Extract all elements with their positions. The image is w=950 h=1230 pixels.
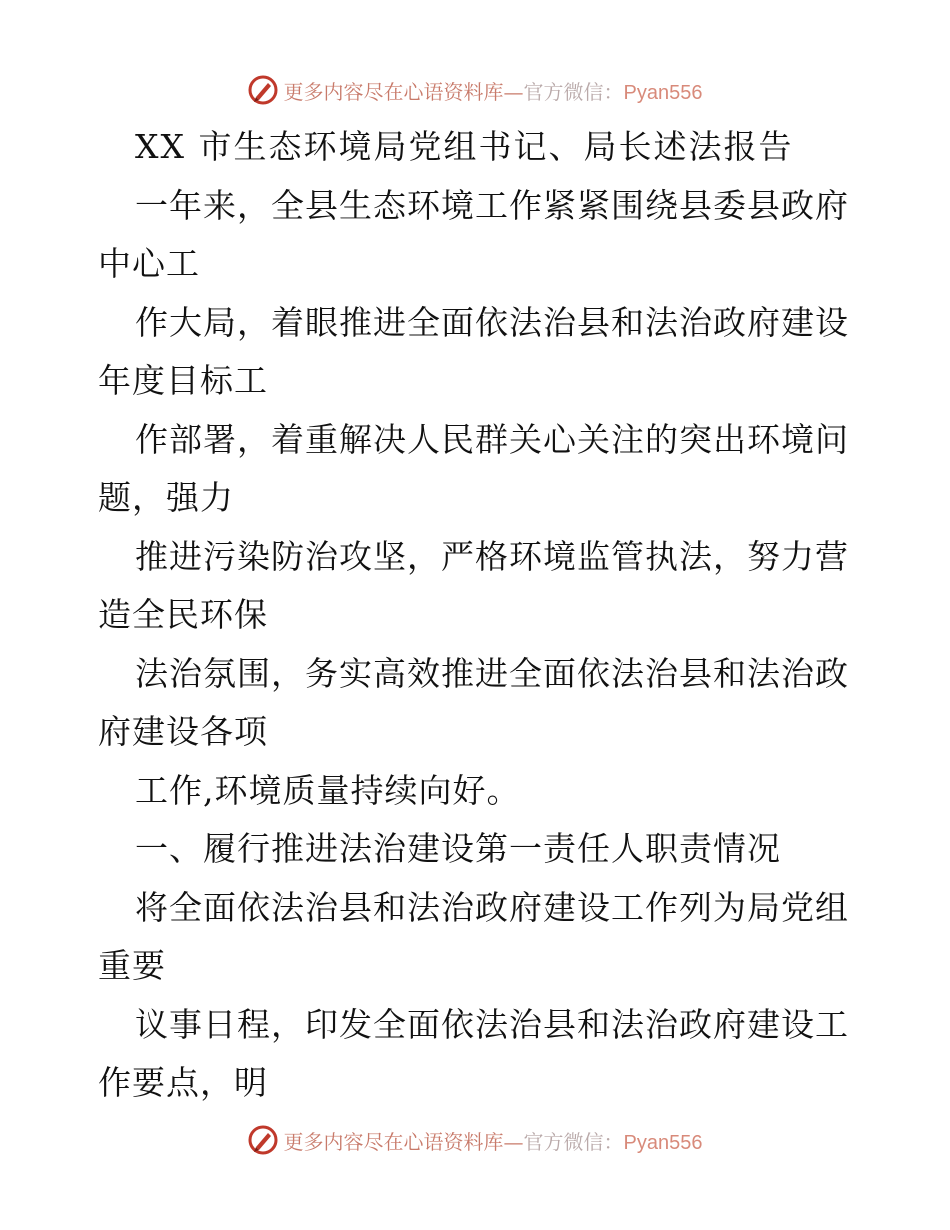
paragraph-line: 一年来，全县生态环境工作紧紧围绕县委县政府 [135, 185, 849, 225]
paragraph-line: 府建设各项 [98, 712, 268, 751]
document-body [98, 118, 858, 1113]
paragraph-line: 题，强力 [98, 478, 234, 517]
footer-banner-dash: — [503, 1129, 524, 1154]
document-title: XX 市生态环境局党组书记、局长述法报告 [135, 127, 794, 166]
paragraph-line: 作要点，明 [98, 1063, 268, 1102]
paragraph-line: 作部署，着重解决人民群关心关注的突出环境问 [135, 419, 849, 459]
paragraph-line: 工作,环境质量持续向好。 [135, 770, 521, 810]
paragraph-line: 推进污染防治攻坚，严格环境监管执法，努力营 [135, 536, 849, 576]
header-banner-main: 更多内容尽在心语资料库 [283, 79, 504, 104]
paragraph-line: 将全面依法治县和法治政府建设工作列为局党组 [135, 887, 849, 927]
header-banner-account: Pyan556 [623, 81, 703, 104]
footer-banner-wechat-label: 官方微信： [523, 1129, 624, 1154]
footer-banner-main: 更多内容尽在心语资料库 [283, 1129, 504, 1154]
header-watermark-banner [0, 70, 950, 110]
paragraph-line: 中心工 [98, 244, 200, 283]
section-heading: 一、履行推进法治建设第一责任人职责情况 [135, 829, 781, 868]
footer-banner-text [284, 1126, 703, 1155]
header-banner-dash: — [503, 79, 524, 104]
pen-logo-icon [248, 1125, 278, 1155]
paragraph-line: 重要 [98, 946, 166, 985]
paragraph-line: 作大局，着眼推进全面依法治县和法治政府建设 [135, 302, 849, 342]
header-banner-text [284, 76, 703, 105]
header-banner-wechat-label: 官方微信： [523, 79, 624, 104]
footer-banner-account: Pyan556 [623, 1131, 703, 1154]
pen-logo-icon [248, 75, 278, 105]
paragraph-line: 年度目标工 [98, 361, 268, 400]
paragraph-line: 议事日程，印发全面依法治县和法治政府建设工 [135, 1004, 849, 1044]
paragraph-line: 造全民环保 [98, 595, 268, 634]
paragraph-line: 法治氛围，务实高效推进全面依法治县和法治政 [135, 653, 849, 693]
footer-watermark-banner [0, 1120, 950, 1160]
